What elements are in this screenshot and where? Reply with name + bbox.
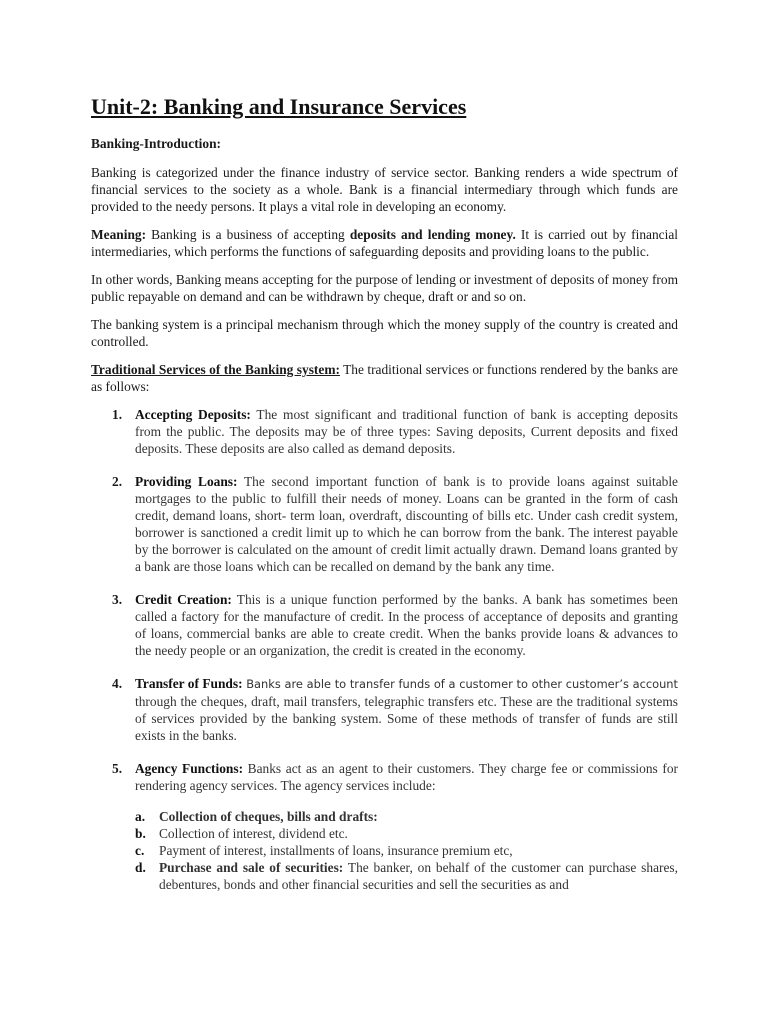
- intro-paragraph: Banking is categorized under the finance industry of service sector. Banking renders a wide spectrum of financial services to the society as a whole. Bank is a financial intermediary through which funds are provided to the needy persons. It plays a vital role in developing an economy.: [91, 165, 678, 214]
- list-item-title: Transfer of Funds:: [135, 676, 243, 691]
- traditional-services-paragraph: [91, 361, 678, 395]
- list-item-body: [135, 406, 678, 457]
- list-item-body: [135, 591, 678, 659]
- list-item-text: Banks act as an agent to their customers. They charge fee or commissions for rendering agency services. The agency services include:: [135, 761, 678, 793]
- system-paragraph: The banking system is a principal mechanism through which the money supply of the country is created and controlled.: [91, 317, 678, 349]
- meaning-text-pre: Banking is a business of accepting: [146, 227, 350, 242]
- list-item: [91, 473, 678, 575]
- list-item-text: The second important function of bank is to provide loans against suitable mortgages to the public to fulfill their needs of money. Loans can be granted in the form of cash credit, demand loans, short- term loan, overdraft, discounting of bills etc. Under cash credit system, borrower is sanctioned a credit limit up to which he can borrow from the bank. The interest payable by the borrower is calculated on the amount of credit limit actually drawn. Demand loans granted by a bank are those loans which can be recalled on demand by the bank any time.: [135, 474, 679, 574]
- sub-list-bold: Collection of cheques, bills and drafts:: [159, 809, 378, 824]
- page-title: Unit-2: Banking and Insurance Services: [91, 94, 467, 119]
- traditional-services-label: Traditional Services of the Banking system:: [91, 362, 340, 377]
- list-item-text-sans: Banks are able to transfer funds of a customer to other customer’s account: [242, 677, 678, 691]
- sub-list-letter: a.: [135, 809, 146, 824]
- meaning-paragraph: [91, 226, 678, 260]
- sub-list-item: [135, 859, 678, 893]
- sub-list-letter: b.: [135, 826, 146, 841]
- sub-list-letter: d.: [135, 860, 146, 875]
- list-item-number: 4.: [112, 676, 123, 691]
- list-item-number: 3.: [112, 592, 123, 607]
- meaning-text-post: It is carried out by financial intermediaries, which performs the functions of safeguarding deposits and providing loans to the public.: [91, 227, 678, 259]
- list-item: [91, 406, 678, 457]
- meaning-emphasis: deposits and lending money.: [349, 227, 516, 242]
- list-item-title: Providing Loans:: [135, 474, 238, 489]
- list-item-number: 2.: [112, 474, 123, 489]
- traditional-services-text: The traditional services or functions rendered by the banks are as follows:: [91, 362, 678, 394]
- list-item-body: [135, 675, 678, 744]
- sub-list-item: [135, 842, 678, 859]
- sub-list-item: [135, 808, 678, 825]
- sub-list-text: Collection of interest, dividend etc.: [159, 826, 348, 841]
- list-item: [91, 675, 678, 744]
- sub-list-bold: Purchase and sale of securities:: [159, 860, 344, 875]
- list-item-title: Accepting Deposits:: [135, 407, 251, 422]
- list-item: [91, 591, 678, 659]
- list-item-title: Credit Creation:: [135, 592, 232, 607]
- sub-list-text: Payment of interest, installments of loans, insurance premium etc,: [159, 843, 513, 858]
- agency-services-list: [135, 808, 678, 893]
- document-body: [91, 93, 678, 909]
- list-item-body: [135, 473, 678, 575]
- sub-list-text: The banker, on behalf of the customer can purchase shares, debentures, bonds and other financial securities and sell the securities as and: [159, 860, 678, 892]
- list-item-text: This is a unique function performed by the banks. A bank has sometimes been called a factory for the manufacture of credit. In the process of acceptance of deposits and granting of loans, commercial banks are able to create credit. When the banks provide loans & advances to the needy people or an organization, the credit is created in the economy.: [135, 592, 678, 658]
- services-list: [91, 406, 678, 893]
- sub-list-letter: c.: [135, 843, 145, 858]
- sub-list-item: [135, 825, 678, 842]
- section-heading: Banking-Introduction:: [91, 136, 221, 151]
- other-words-paragraph: In other words, Banking means accepting for the purpose of lending or investment of deposits of money from public repayable on demand and can be withdrawn by cheque, draft or and so on.: [91, 272, 678, 304]
- list-item: [91, 760, 678, 893]
- list-item-text: The most significant and traditional function of bank is accepting deposits from the public. The deposits may be of three types: Saving deposits, Current deposits and fixed deposits. These deposits are also called as demand deposits.: [135, 407, 678, 456]
- list-item-number: 5.: [112, 761, 123, 776]
- list-item-text: through the cheques, draft, mail transfers, telegraphic transfers etc. These are the traditional systems of services provided by the banking system. Some of these methods of transfer of funds are still exists in the banks.: [135, 694, 678, 743]
- list-item-body: [135, 760, 678, 794]
- list-item-title: Agency Functions:: [135, 761, 244, 776]
- list-item-number: 1.: [112, 407, 123, 422]
- meaning-label: Meaning:: [91, 227, 147, 242]
